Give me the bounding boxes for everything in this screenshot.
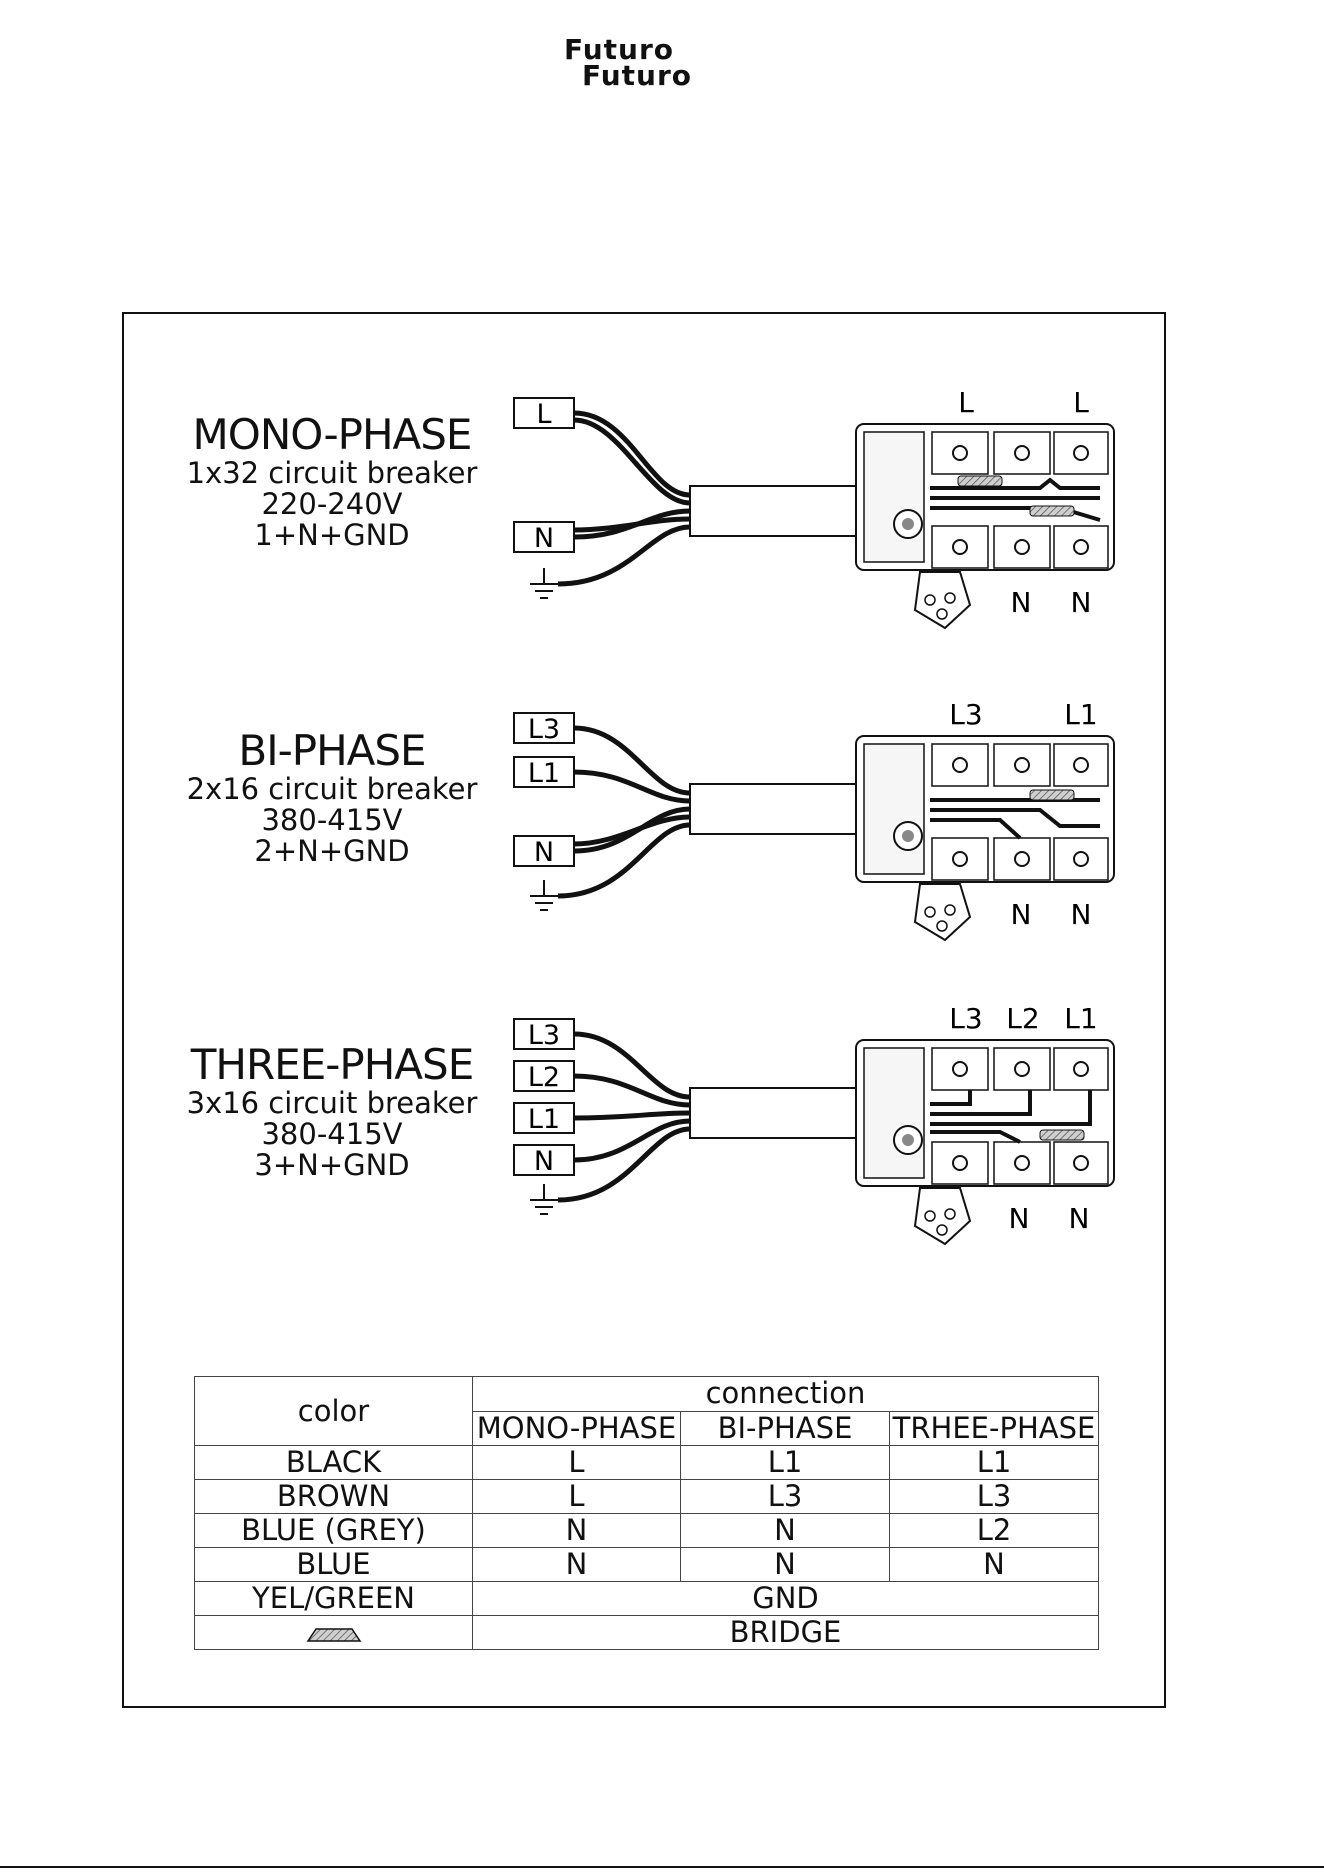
table-row <box>195 1514 1099 1548</box>
row-cell: BRIDGE <box>473 1616 1099 1650</box>
page-bottom-rule <box>0 1866 1324 1868</box>
row-cell: L2 <box>890 1514 1099 1548</box>
wire-tag-label: N <box>533 523 555 554</box>
table-header-row <box>195 1377 1099 1412</box>
wire-tag-label: N <box>533 1146 555 1177</box>
row-cell: L <box>473 1446 681 1480</box>
row-cell: N <box>473 1514 681 1548</box>
wire-tag-box <box>514 522 574 554</box>
row-color: YEL/GREEN <box>195 1582 473 1616</box>
row-cell: N <box>681 1514 890 1548</box>
terminal-label: L1 <box>1064 1002 1098 1035</box>
bridge-symbol-cell <box>195 1616 473 1650</box>
wire-tag-label: L3 <box>527 714 561 745</box>
terminal-block <box>856 736 1114 882</box>
row-cell: L3 <box>890 1480 1099 1514</box>
terminal-label: L1 <box>1064 698 1098 731</box>
column-header: BI-PHASE <box>681 1411 890 1446</box>
connection-header: connection <box>473 1377 1099 1412</box>
terminal-label: N <box>1070 898 1092 931</box>
wire-tag-label: N <box>533 837 555 868</box>
ground-symbol-icon <box>530 880 558 910</box>
ground-symbol-icon <box>530 568 558 598</box>
terminal-label: L <box>1073 386 1089 419</box>
wire-tag-label: L3 <box>527 1020 561 1051</box>
column-header: TRHEE-PHASE <box>890 1411 1099 1446</box>
table-row <box>195 1480 1099 1514</box>
logo-line-2: Futuro <box>582 59 693 92</box>
row-cell: L1 <box>681 1446 890 1480</box>
row-color: BLACK <box>195 1446 473 1480</box>
logo-line-1: Futuro <box>564 33 675 66</box>
terminal-block <box>856 424 1114 570</box>
section-config: 2+N+GND <box>254 834 410 868</box>
row-cell: GND <box>473 1582 1099 1616</box>
terminal-label: N <box>1008 1202 1030 1235</box>
section-config: 1+N+GND <box>254 518 410 552</box>
ground-symbol-icon <box>530 1184 558 1214</box>
ground-lug <box>915 572 970 628</box>
terminal-block <box>856 1040 1114 1186</box>
row-cell: L1 <box>890 1446 1099 1480</box>
row-cell: N <box>473 1548 681 1582</box>
section-breaker: 3x16 circuit breaker <box>186 1086 478 1120</box>
row-cell: N <box>681 1548 890 1582</box>
wire-tag-box <box>514 398 574 430</box>
row-color: BLUE (GREY) <box>195 1514 473 1548</box>
connection-table <box>194 1376 1099 1650</box>
table-row <box>195 1548 1099 1582</box>
table-row-gnd <box>195 1582 1099 1616</box>
bridge-icon <box>304 1624 364 1644</box>
row-color: BLUE <box>195 1548 473 1582</box>
three-phase-diagram <box>514 1002 1114 1244</box>
terminal-label: N <box>1010 898 1032 931</box>
column-header: MONO-PHASE <box>473 1411 681 1446</box>
section-title: THREE-PHASE <box>190 1040 474 1089</box>
wire-bundle <box>558 413 690 584</box>
wire-tag-box <box>514 1145 574 1177</box>
wire-tag-box <box>514 1019 574 1051</box>
section-voltage: 220-240V <box>261 487 403 521</box>
wire-tag-box <box>514 836 574 868</box>
terminal-label: L2 <box>1006 1002 1040 1035</box>
terminal-label: N <box>1070 586 1092 619</box>
section-breaker: 2x16 circuit breaker <box>186 772 478 806</box>
section-voltage: 380-415V <box>261 803 403 837</box>
ground-lug <box>915 884 970 940</box>
section-voltage: 380-415V <box>261 1117 403 1151</box>
table-row <box>195 1446 1099 1480</box>
section-config: 3+N+GND <box>254 1148 410 1182</box>
terminal-label: N <box>1068 1202 1090 1235</box>
wire-tag-label: L <box>536 399 552 430</box>
wire-tag-box <box>514 1061 574 1093</box>
ground-lug <box>915 1188 970 1244</box>
section-title: MONO-PHASE <box>192 410 472 459</box>
wire-tag-label: L1 <box>527 1104 561 1135</box>
terminal-label: N <box>1010 586 1032 619</box>
section-title: BI-PHASE <box>238 726 426 775</box>
terminal-label: L <box>958 386 974 419</box>
wire-bundle <box>558 728 690 896</box>
table-row-bridge <box>195 1616 1099 1650</box>
wire-bundle <box>558 1034 690 1200</box>
wire-tag-box <box>514 757 574 789</box>
row-color: BROWN <box>195 1480 473 1514</box>
wire-tag-label: L1 <box>527 758 561 789</box>
section-breaker: 1x32 circuit breaker <box>186 456 478 490</box>
wire-tag-box <box>514 713 574 745</box>
wire-tag-label: L2 <box>527 1062 561 1093</box>
wire-tag-box <box>514 1103 574 1135</box>
terminal-label: L3 <box>949 1002 983 1035</box>
bi-phase-diagram <box>514 698 1114 940</box>
row-cell: L <box>473 1480 681 1514</box>
color-column-header: color <box>195 1377 473 1446</box>
row-cell: L3 <box>681 1480 890 1514</box>
mono-phase-diagram <box>514 386 1114 628</box>
terminal-label: L3 <box>949 698 983 731</box>
row-cell: N <box>890 1548 1099 1582</box>
